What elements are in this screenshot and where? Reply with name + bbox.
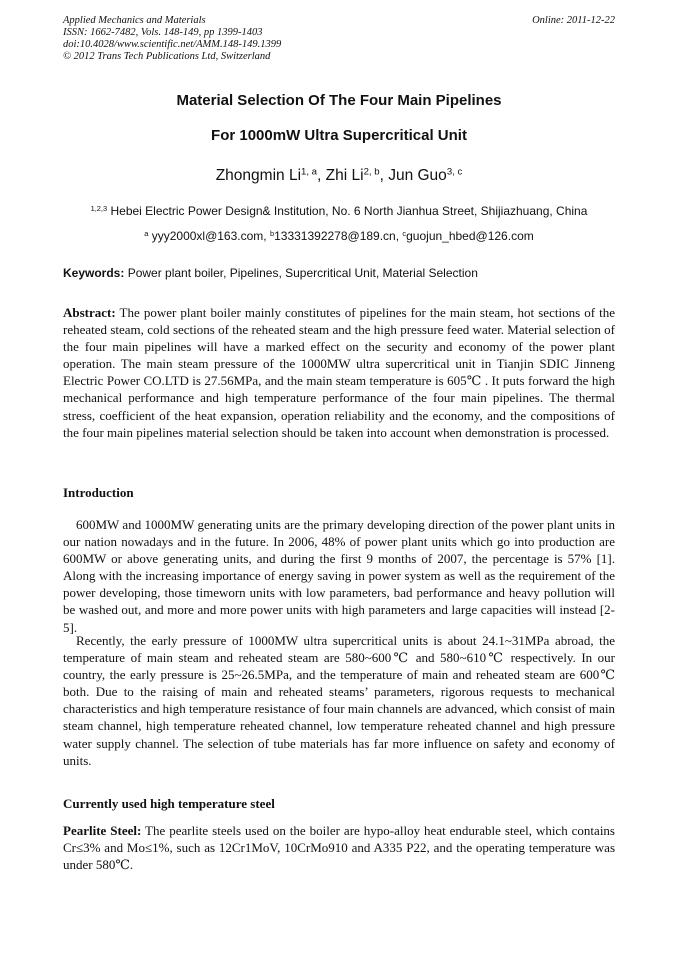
abstract — [63, 304, 615, 441]
keywords-text: Power plant boiler, Pipelines, Supercritical Unit, Material Selection — [124, 266, 478, 280]
paper-title-line1: Material Selection Of The Four Main Pipelines — [176, 92, 502, 109]
abstract-label: Abstract: — [63, 305, 116, 320]
keywords-label: Keywords: — [63, 266, 125, 280]
journal-name: Applied Mechanics and Materials — [63, 15, 206, 26]
author-name: Zhongmin Li — [215, 167, 302, 184]
keywords — [63, 266, 615, 280]
email-mark: b — [269, 228, 275, 238]
introduction-heading: Introduction — [63, 485, 134, 500]
online-date: Online: 2011-12-22 — [532, 15, 615, 26]
issn-line: ISSN: 1662-7482, Vols. 148-149, pp 1399-1403 — [63, 27, 263, 38]
paper-title-line2: For 1000mW Ultra Supercritical Unit — [211, 127, 467, 144]
introduction-paragraph-1: 600MW and 1000MW generating units are the primary developing direction of the power plant units in our nation nowadays and in the future. In 2006, 48% of power plant units which go into production are 600MW or above generating units, and during the first 9 months of 2007, the percentage is 57% [1]. Along with the increasing importance of energy saving in power system as well as the requirement of the power developing, those timeworn units with low parameters, bad performance and heavy pollution will be washed out, and more and more power units with high parameters and large capacities will instead [2-5]. — [63, 517, 615, 635]
introduction-paragraph-2: Recently, the early pressure of 1000MW ultra supercritical units is about 24.1~31MPa abroad, the temperature of main steam and reheated steam are 580~600℃ and 580~610℃ respectively. In our country, the early pressure is 25~26.5MPa, and the temperature of main and reheated steam are 600℃ both. Due to the raising of main and reheated steams’ parameters, rigorous requests to mechanical characteristics and high temperature resistance of four main channels are advanced, which consist of main steam channel, high temperature reheated channel, low temperature reheated channel and high pressure water supply channel. The selection of tube materials has far more influence on safety and economy of units. — [63, 633, 615, 768]
abstract-text: The power plant boiler mainly constitutes of pipelines for the main steam, hot sections of the reheated steam, cold sections of the reheated steam and the high pressure feed water. Material selection of the four main pipelines will have a marked effect on the security and economy of the power plant operation. The main steam pressure of the 1000MW ultra supercritical unit in Tianjin SDIC Jinneng Electric Power CO.LTD is 27.56MPa, and the main steam temperature is 605℃ . It puts forward the high mechanical performance and high temperature performance of the four main pipelines. The thermal stress, coefficient of the heat expansion, operation reliability and the economy, and the compositions of the four main pipelines material selection should be taken into account when demonstration is processed. — [63, 305, 615, 440]
pearlite-steel-text: The pearlite steels used on the boiler are hypo-alloy heat endurable steel, which contains Cr≤3% and Mo≤1%, such as 12Cr1MoV, 10CrMo910 and A335 P22, and the operating temperature was under 580℃. — [63, 823, 615, 873]
author-affiliation-mark: 2, b — [363, 166, 380, 178]
author-affiliation-mark: 1, a — [301, 166, 318, 178]
email-mark: c — [402, 228, 407, 238]
author-name: Zhi Li — [325, 167, 364, 184]
email-list — [0, 229, 678, 243]
affiliation-mark: 1,2,3 — [90, 203, 108, 213]
email-address: 13331392278@189.cn, — [274, 229, 403, 243]
pearlite-steel-paragraph — [63, 822, 615, 873]
author-name: Jun Guo — [388, 167, 447, 184]
affiliation — [0, 204, 678, 218]
affiliation-text: Hebei Electric Power Design& Institution, No. 6 North Jianhua Street, Shijiazhuang, China — [110, 204, 588, 218]
journal-info — [63, 15, 281, 63]
email-address: yyy2000xl@163.com, — [151, 229, 270, 243]
author-affiliation-mark: 3, c — [446, 166, 463, 178]
email-address: guojun_hbed@126.com — [406, 229, 534, 243]
email-mark: a — [144, 228, 149, 238]
pearlite-steel-label: Pearlite Steel: — [63, 823, 142, 838]
author-list: Zhongmin Li$^{1, a}$, Zhi Li$^{2, b}$, Jun Guo$^{3, c}$ — [215, 166, 463, 184]
section-heading-high-temperature-steel: Currently used high temperature steel — [63, 796, 275, 811]
doi-line: doi:10.4028/www.scientific.net/AMM.148-149.1399 — [63, 39, 282, 50]
copyright-line: © 2012 Trans Tech Publications Ltd, Switzerland — [63, 51, 271, 62]
